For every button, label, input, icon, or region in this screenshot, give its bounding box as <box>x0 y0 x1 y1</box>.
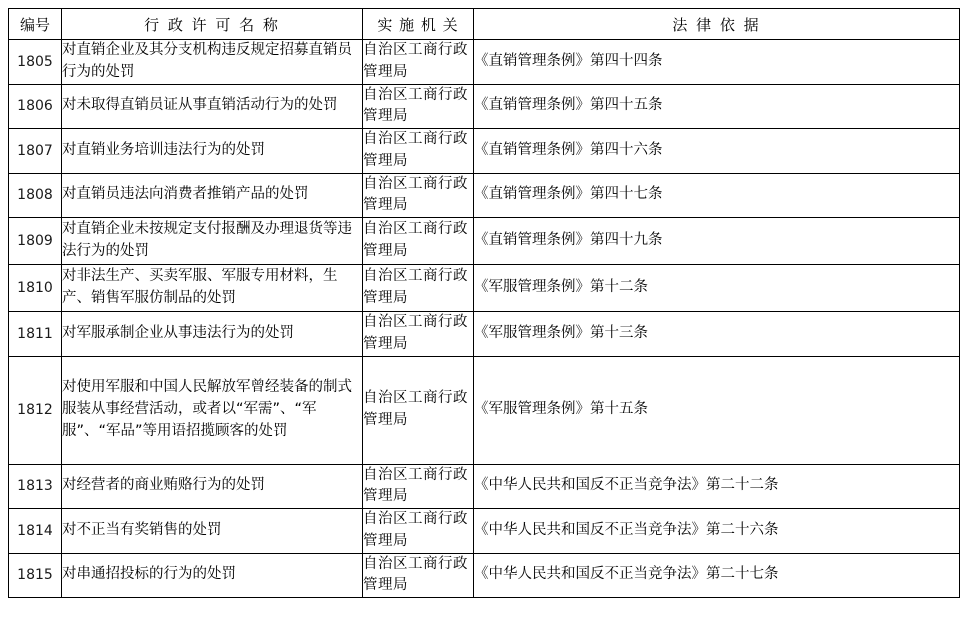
table-header <box>9 9 960 40</box>
cell-implementing-agency: 自治区工商行政管理局 <box>363 553 474 598</box>
cell-id: 1813 <box>9 464 62 509</box>
table-row <box>9 218 960 265</box>
cell-permit-name: 对直销企业未按规定支付报酬及办理退货等违法行为的处罚 <box>62 218 363 265</box>
cell-id: 1808 <box>9 173 62 218</box>
cell-implementing-agency: 自治区工商行政管理局 <box>363 312 474 357</box>
table-row <box>9 265 960 312</box>
cell-implementing-agency: 自治区工商行政管理局 <box>363 509 474 554</box>
cell-id: 1812 <box>9 356 62 464</box>
table-row <box>9 40 960 85</box>
column-header-law: 法 律 依 据 <box>474 9 960 40</box>
table-body <box>9 40 960 598</box>
cell-permit-name: 对不正当有奖销售的处罚 <box>62 509 363 554</box>
cell-legal-basis: 《直销管理条例》第四十九条 <box>474 218 960 265</box>
cell-implementing-agency: 自治区工商行政管理局 <box>363 40 474 85</box>
cell-id: 1807 <box>9 129 62 174</box>
cell-implementing-agency: 自治区工商行政管理局 <box>363 218 474 265</box>
cell-legal-basis: 《军服管理条例》第十二条 <box>474 265 960 312</box>
cell-id: 1805 <box>9 40 62 85</box>
cell-legal-basis: 《直销管理条例》第四十五条 <box>474 84 960 129</box>
cell-id: 1809 <box>9 218 62 265</box>
cell-id: 1811 <box>9 312 62 357</box>
column-header-org: 实 施 机 关 <box>363 9 474 40</box>
cell-permit-name: 对未取得直销员证从事直销活动行为的处罚 <box>62 84 363 129</box>
column-header-name: 行 政 许 可 名 称 <box>62 9 363 40</box>
column-header-id: 编号 <box>9 9 62 40</box>
cell-id: 1815 <box>9 553 62 598</box>
table-row <box>9 356 960 464</box>
cell-legal-basis: 《直销管理条例》第四十四条 <box>474 40 960 85</box>
table-header-row <box>9 9 960 40</box>
cell-permit-name: 对直销业务培训违法行为的处罚 <box>62 129 363 174</box>
cell-permit-name: 对直销企业及其分支机构违反规定招募直销员行为的处罚 <box>62 40 363 85</box>
table-row <box>9 312 960 357</box>
cell-implementing-agency: 自治区工商行政管理局 <box>363 129 474 174</box>
cell-implementing-agency: 自治区工商行政管理局 <box>363 464 474 509</box>
cell-legal-basis: 《直销管理条例》第四十七条 <box>474 173 960 218</box>
table-row <box>9 553 960 598</box>
cell-implementing-agency: 自治区工商行政管理局 <box>363 265 474 312</box>
table-row <box>9 464 960 509</box>
table-row <box>9 129 960 174</box>
cell-implementing-agency: 自治区工商行政管理局 <box>363 173 474 218</box>
table-row <box>9 509 960 554</box>
cell-legal-basis: 《军服管理条例》第十五条 <box>474 356 960 464</box>
cell-permit-name: 对经营者的商业贿赂行为的处罚 <box>62 464 363 509</box>
cell-id: 1810 <box>9 265 62 312</box>
cell-permit-name: 对直销员违法向消费者推销产品的处罚 <box>62 173 363 218</box>
cell-permit-name: 对军服承制企业从事违法行为的处罚 <box>62 312 363 357</box>
cell-permit-name: 对串通招投标的行为的处罚 <box>62 553 363 598</box>
administrative-permit-table <box>8 8 960 598</box>
cell-implementing-agency: 自治区工商行政管理局 <box>363 84 474 129</box>
cell-legal-basis: 《中华人民共和国反不正当竞争法》第二十六条 <box>474 509 960 554</box>
cell-id: 1806 <box>9 84 62 129</box>
cell-legal-basis: 《中华人民共和国反不正当竞争法》第二十七条 <box>474 553 960 598</box>
cell-legal-basis: 《军服管理条例》第十三条 <box>474 312 960 357</box>
cell-id: 1814 <box>9 509 62 554</box>
cell-permit-name: 对使用军服和中国人民解放军曾经装备的制式服装从事经营活动，或者以“军需”、“军服”、“军品”等用语招揽顾客的处罚 <box>62 356 363 464</box>
table-row <box>9 173 960 218</box>
cell-permit-name: 对非法生产、买卖军服、军服专用材料，生产、销售军服仿制品的处罚 <box>62 265 363 312</box>
cell-implementing-agency: 自治区工商行政管理局 <box>363 356 474 464</box>
table-row <box>9 84 960 129</box>
cell-legal-basis: 《直销管理条例》第四十六条 <box>474 129 960 174</box>
cell-legal-basis: 《中华人民共和国反不正当竞争法》第二十二条 <box>474 464 960 509</box>
